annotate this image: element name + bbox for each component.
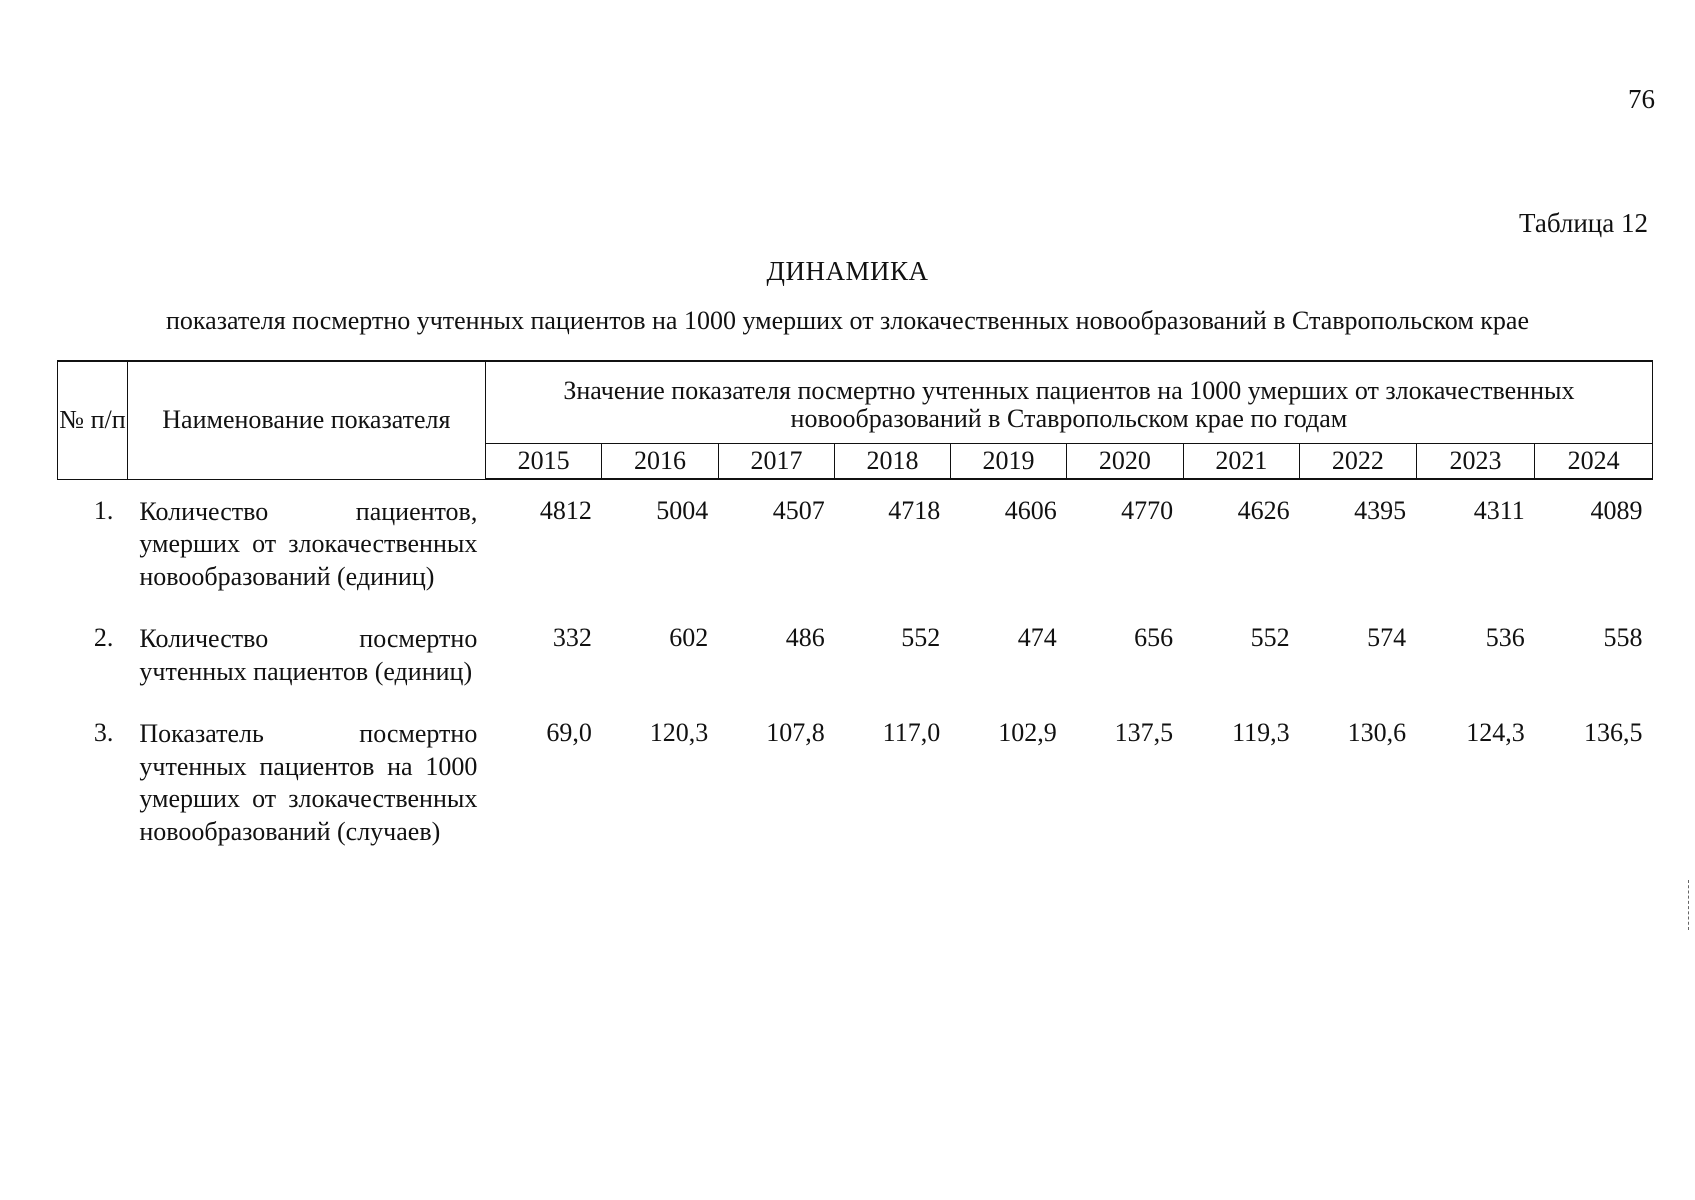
- row-number: 2.: [93, 623, 114, 652]
- row-value: 119,3: [1232, 718, 1290, 747]
- row-indicator-name: Количество пациентов, умерших от злокачественных новообразований (единиц): [139, 496, 478, 591]
- row-value: 102,9: [998, 718, 1057, 747]
- header-year: 2020: [1067, 444, 1183, 480]
- table-row: [58, 718, 1653, 878]
- row-value: 5004: [656, 496, 709, 525]
- row-value: 332: [552, 623, 592, 652]
- row-value: 69,0: [546, 718, 592, 747]
- row-value: 602: [669, 623, 709, 652]
- row-value: 4812: [539, 496, 592, 525]
- row-value: 4395: [1354, 496, 1407, 525]
- row-number: 3.: [93, 718, 114, 747]
- row-value: 136,5: [1584, 718, 1643, 747]
- header-year: 2024: [1535, 444, 1653, 480]
- row-value: 474: [1017, 623, 1057, 652]
- row-value: 4089: [1590, 496, 1643, 525]
- row-value: 4507: [772, 496, 825, 525]
- row-number: 1.: [93, 495, 114, 525]
- row-value: 4311: [1473, 496, 1525, 525]
- row-value: 137,5: [1114, 718, 1174, 747]
- header-num: № п/п: [58, 361, 128, 479]
- header-year: 2019: [950, 444, 1066, 480]
- row-value: 574: [1367, 623, 1407, 652]
- row-value: 558: [1603, 623, 1643, 652]
- row-value: 4770: [1121, 496, 1174, 525]
- row-value: 656: [1134, 623, 1174, 652]
- row-indicator-name: Показатель посмертно учтенных пациентов на 1000 умерших от злокачественных новообразований (случаев): [139, 719, 478, 846]
- table-label: Таблица 12: [1519, 208, 1648, 238]
- header-row-top: [58, 361, 1653, 444]
- header-year: 2018: [835, 444, 950, 480]
- row-value: 4606: [1004, 496, 1057, 525]
- document-subtitle: показателя посмертно учтенных пациентов на 1000 умерших от злокачественных новообразований в Ставропольском крае: [166, 306, 1529, 335]
- row-value: 117,0: [882, 718, 941, 747]
- row-value: 536: [1485, 623, 1525, 652]
- document-title: ДИНАМИКА: [766, 256, 929, 286]
- table-row: [58, 479, 1653, 623]
- header-year: 2022: [1300, 444, 1416, 480]
- row-value: 4626: [1237, 496, 1290, 525]
- row-indicator-name: Количество посмертно учтенных пациентов (единиц): [139, 624, 478, 686]
- header-year: 2021: [1183, 444, 1299, 480]
- indicator-table: [57, 360, 1653, 878]
- header-group: Значение показателя посмертно учтенных пациентов на 1000 умерших от злокачественных новообразований в Ставропольском крае по годам: [485, 361, 1652, 444]
- row-value: 120,3: [649, 718, 709, 747]
- row-value: 130,6: [1347, 718, 1407, 747]
- page-number: 76: [1628, 84, 1655, 114]
- row-value: 107,8: [766, 718, 825, 747]
- row-value: 4718: [888, 496, 941, 525]
- scan-edge-mark: [1688, 880, 1691, 930]
- header-name: Наименование показателя: [127, 361, 485, 479]
- row-value: 552: [901, 623, 941, 652]
- header-year: 2015: [485, 444, 601, 480]
- row-value: 124,3: [1466, 718, 1525, 747]
- header-year: 2017: [718, 444, 834, 480]
- row-value: 552: [1250, 623, 1290, 652]
- table-row: [58, 623, 1653, 718]
- header-year: 2016: [602, 444, 718, 480]
- header-year: 2023: [1416, 444, 1535, 480]
- row-value: 486: [785, 623, 825, 652]
